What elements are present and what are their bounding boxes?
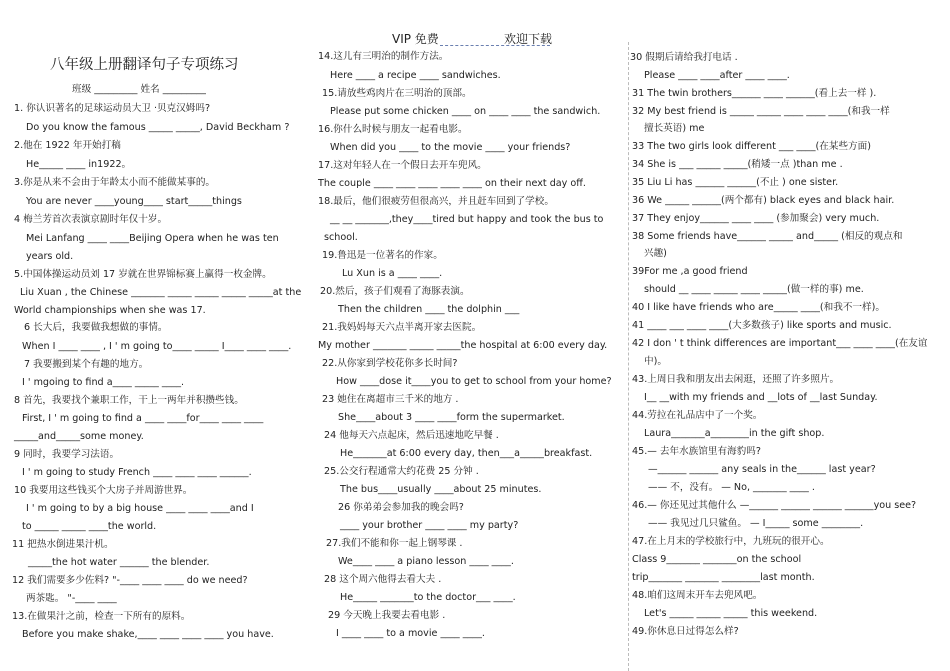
- col1-line: 4 梅兰芳首次表演京剧时年仅十岁。: [14, 214, 168, 225]
- col3-line: 47.在上月末的学校旅行中，九班玩的很开心。: [632, 536, 830, 547]
- col3-line: trip_______ _______ ________last month.: [632, 572, 815, 583]
- col1-line: 5.中国体操运动员刘 17 岁就在世界锦标赛上赢得一枚金牌。: [14, 269, 272, 280]
- col2-line: My mother _______ _____ _____the hospital at 6:00 every day.: [318, 340, 608, 351]
- col2-line: 22.从你家到学校花你多长时间?: [322, 358, 458, 369]
- col2-line: I ____ ____ to a movie ____ ____.: [336, 628, 485, 639]
- col1-line: When I ____ ____ , I ' m going to____ _____ I____ ____ ____.: [22, 341, 292, 352]
- col2-line: 26 你弟弟会参加我的晚会吗?: [338, 502, 464, 513]
- col2-line: Lu Xun is a ____ ____.: [342, 268, 443, 279]
- col3-line: 34 She is ___ _____ _____(稍矮一点 )than me .: [632, 159, 843, 170]
- col3-line: 48.咱们这周末开车去兜风吧。: [632, 590, 763, 601]
- col1-line: 13.在做果汁之前，检查一下所有的原料。: [12, 611, 191, 622]
- col3-line: 32 My best friend is _____ _____ ____ ____ ____(和我一样: [632, 106, 890, 117]
- col3-line: Laura_______a________in the gift shop.: [644, 428, 825, 439]
- col2-line: 19.鲁迅是一位著名的作家。: [322, 250, 443, 261]
- col2-line: 23 她住在离超市三千米的地方 .: [322, 394, 459, 405]
- col1-line: He_____ ____ in1922。: [26, 159, 132, 170]
- col1-line: 班级 _________ 姓名 _________: [72, 84, 206, 95]
- col2-line: We____ ____ a piano lesson ____ ____.: [338, 556, 514, 567]
- col1-line: 八年级上册翻译句子专项练习: [50, 57, 239, 73]
- col1-line: I ' mgoing to find a____ _____ ____.: [22, 377, 185, 388]
- col2-line: 21.我妈妈每天六点半离开家去医院。: [322, 322, 482, 333]
- col3-line: 42 I don ' t think differences are important___ ____ ____(在友谊: [632, 338, 928, 349]
- col2-line: school.: [324, 232, 358, 243]
- col1-line: 11 把热水倒进果汁机。: [12, 539, 114, 550]
- col3-line: 45.— 去年水族馆里有海豹吗?: [632, 446, 761, 457]
- col1-line: 3.你是从来不会由于年龄太小而不能做某事的。: [14, 177, 216, 188]
- col2-line: __ __ _______,they____tired but happy and took the bus to: [330, 214, 604, 225]
- col2-line: 28 这个周六他得去看大夫 .: [324, 574, 442, 585]
- col1-line: 2.他在 1922 年开始打稿: [14, 140, 121, 151]
- col1-line: Do you know the famous _____ _____, David Beckham ?: [26, 122, 290, 133]
- col3-line: —— 我见过几只鲨鱼。 — I_____ some ________.: [648, 518, 864, 529]
- col2-line: 29 今天晚上我要去看电影 .: [328, 610, 446, 621]
- col2-line: 20.然后，孩子们观看了海豚表演。: [320, 286, 470, 297]
- col3-line: 30 假期后请给我打电话 .: [630, 52, 738, 63]
- col3-line: 擅长英语) me: [644, 123, 705, 134]
- col1-line: _____and_____some money.: [14, 431, 144, 442]
- col1-line: World championships when she was 17.: [14, 305, 206, 316]
- col3-line: should __ ____ _____ ____ _____(做一样的事) me.: [644, 284, 864, 295]
- col2-line: 24 他每天六点起床，然后迅速地吃早餐 .: [324, 430, 499, 441]
- col1-line: years old.: [26, 251, 74, 262]
- col2-line: When did you ____ to the movie ____ your friends?: [330, 142, 571, 153]
- col1-line: You are never ____young____ start_____things: [26, 196, 242, 207]
- col3-line: 40 I like have friends who are_____ ____(和我不一样)。: [632, 302, 885, 313]
- banner-underline: [440, 45, 550, 46]
- col1-line: 1. 你认识著名的足球运动员大卫 ·贝克汉姆吗?: [14, 103, 211, 114]
- col2-line: 25.公交行程通常大约花费 25 分钟 .: [324, 466, 479, 477]
- col2-line: ____ your brother ____ ____ my party?: [340, 520, 519, 531]
- col1-line: I ' m going to by a big house ____ ____ ____and I: [26, 503, 254, 514]
- col3-line: Let's _____ _____ _____ this weekend.: [644, 608, 818, 619]
- col3-line: 31 The twin brothers______ ____ ______(看上去一样 ).: [632, 88, 877, 99]
- col1-line: Liu Xuan , the Chinese _______ _____ _____ _____ _____at the: [20, 287, 302, 298]
- col3-line: —______ ______ any seals in the______ last year?: [648, 464, 876, 475]
- col2-line: The couple ____ ____ ____ ____ ____ on their next day off.: [318, 178, 586, 189]
- col3-line: 41 ____ ___ ____ ____(大多数孩子) like sports and music.: [632, 320, 892, 331]
- col3-line: 36 We _____ ______(两个都有) black eyes and black hair.: [632, 195, 895, 206]
- col1-line: 两茶匙。 "-____ ____: [26, 593, 117, 604]
- col3-line: 中)。: [644, 356, 667, 367]
- col3-line: 38 Some friends have______ _____ and_____ (相反的观点和: [632, 231, 903, 242]
- col3-line: 35 Liu Li has ______ ______(不止 ) one sister.: [632, 177, 839, 188]
- col1-line: 8 首先，我要找个兼职工作，干上一两年并积攒些钱。: [14, 395, 244, 406]
- col2-line: The bus____usually ____about 25 minutes.: [340, 484, 542, 495]
- col3-line: 46.— 你还见过其他什么 —______ ______ ______ ______you see?: [632, 500, 917, 511]
- col2-line: Please put some chicken ____ on ____ ____ the sandwich.: [330, 106, 601, 117]
- col3-line: 44.劳拉在礼品店中了一个奖。: [632, 410, 763, 421]
- col1-line: 7 我要搬到某个有趣的地方。: [24, 359, 149, 370]
- col3-line: 37 They enjoy______ ____ ____ (参加聚会) very much.: [632, 213, 880, 224]
- col1-line: to _____ _____ ____the world.: [22, 521, 157, 532]
- col1-line: 6 长大后，我要做我想做的事情。: [24, 322, 168, 333]
- col2-line: 16.你什么时候与朋友一起看电影。: [318, 124, 468, 135]
- col1-line: Mei Lanfang ____ ____Beijing Opera when he was ten: [26, 233, 279, 244]
- col3-line: I__ __with my friends and __lots of __last Sunday.: [644, 392, 878, 403]
- col2-line: 18.最后，他们很疲劳但很高兴，并且赶车回到了学校。: [318, 196, 554, 207]
- col2-line: She____about 3 ____ ____form the supermarket.: [338, 412, 565, 423]
- col2-line: 14.这儿有三明治的制作方法。: [318, 51, 449, 62]
- column-divider: [628, 42, 629, 671]
- col1-line: 12 我们需要多少佐料? "-____ ____ ____ do we need?: [12, 575, 248, 586]
- col2-line: He_____ _______to the doctor___ ____.: [340, 592, 516, 603]
- col3-line: 43.上周日我和朋友出去闲逛，还照了许多照片。: [632, 374, 840, 385]
- col1-line: _____the hot water ______ the blender.: [28, 557, 210, 568]
- col2-line: How ____dose it____you to get to school from your home?: [336, 376, 612, 387]
- col2-line: 27.我们不能和你一起上钢琴课 .: [326, 538, 463, 549]
- col3-line: Class 9_______ _______on the school: [632, 554, 802, 565]
- welcome-download-label: 欢迎下载: [504, 32, 553, 46]
- col3-line: Please ____ ____after ____ ____.: [644, 70, 790, 81]
- col3-line: 49.你休息日过得怎么样?: [632, 626, 739, 637]
- col3-line: 39For me ,a good friend: [632, 266, 748, 277]
- col3-line: 33 The two girls look different ___ ____(在某些方面): [632, 141, 871, 152]
- col1-line: 10 我要用这些钱买个大房子并周游世界。: [14, 485, 193, 496]
- col1-line: Before you make shake,____ ____ ____ ____ you have.: [22, 629, 274, 640]
- vip-free-label: VIP 免费: [392, 32, 439, 46]
- col2-line: 17.这对年轻人在一个假日去开车兜风。: [318, 160, 487, 171]
- col2-line: 15.请放些鸡肉片在三明治的顶部。: [322, 88, 472, 99]
- col1-line: First, I ' m going to find a ____ ____for____ ____ ____: [22, 413, 264, 424]
- col3-line: —— 不，没有。 — No, _______ ____ .: [648, 482, 815, 493]
- col2-line: Here ____ a recipe ____ sandwiches.: [330, 70, 501, 81]
- col1-line: I ' m going to study French ____ ____ ____ ______.: [22, 467, 252, 478]
- col1-line: 9 同时，我要学习法语。: [14, 449, 120, 460]
- col2-line: Then the children ____ the dolphin ___: [338, 304, 520, 315]
- col3-line: 兴趣): [644, 248, 667, 259]
- col2-line: He_______at 6:00 every day, then___a_____breakfast.: [340, 448, 593, 459]
